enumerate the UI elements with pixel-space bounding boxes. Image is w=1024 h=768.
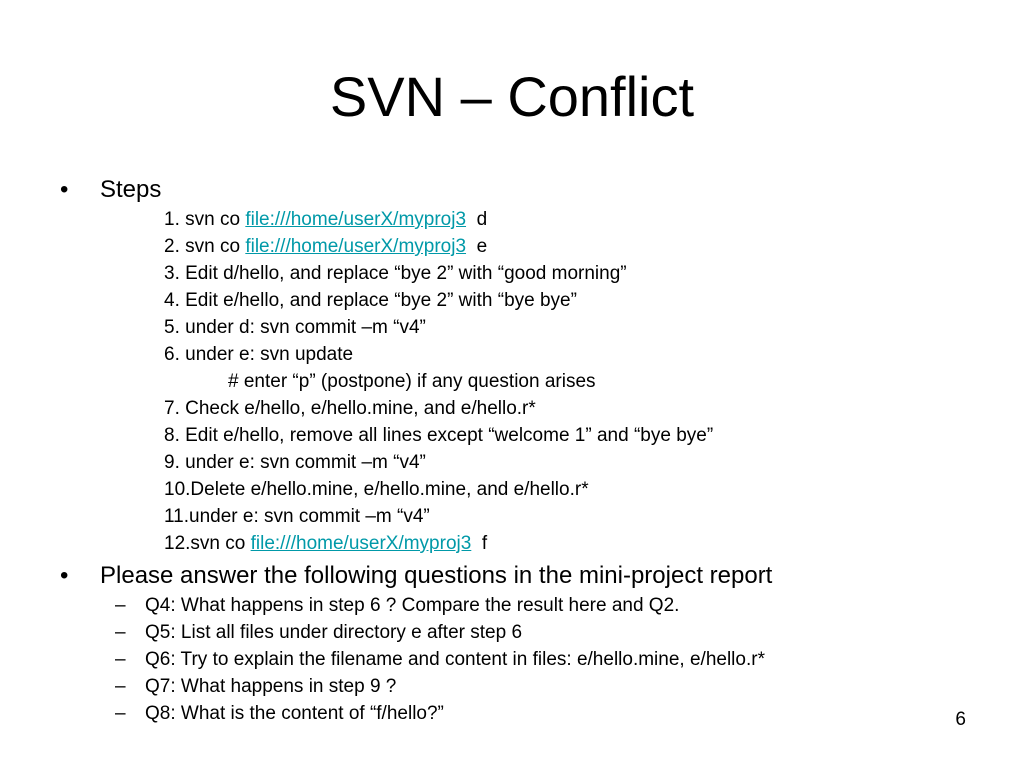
dash-marker: – xyxy=(115,676,126,697)
bullet-text: Steps xyxy=(100,176,162,203)
dash-marker: – xyxy=(115,649,126,670)
step-1 xyxy=(164,208,487,232)
step-12 xyxy=(164,532,487,556)
step-6: 6. under e: svn update xyxy=(164,344,354,365)
bullet-text: Please answer the following questions in the mini-project report xyxy=(100,562,773,589)
step-8: 8. Edit e/hello, remove all lines except “welcome 1” and “bye bye” xyxy=(164,425,714,446)
step-10: 10.Delete e/hello.mine, e/hello.mine, and e/hello.r* xyxy=(164,479,589,500)
question-text: Q4: What happens in step 6 ? Compare the result here and Q2. xyxy=(145,595,680,616)
question-text: Q5: List all files under directory e after step 6 xyxy=(145,622,523,643)
step-text: 12.svn co xyxy=(164,533,251,554)
step-7: 7. Check e/hello, e/hello.mine, and e/hello.r* xyxy=(164,398,536,419)
step-suffix: d xyxy=(466,209,488,230)
question-text: Q7: What happens in step 9 ? xyxy=(145,676,397,697)
page-number: 6 xyxy=(955,709,966,730)
step-text: 1. svn co xyxy=(164,209,246,230)
bullet-marker: • xyxy=(60,176,69,203)
step-11: 11.under e: svn commit –m “v4” xyxy=(164,506,430,527)
repo-link[interactable]: file:///home/userX/myproj3 xyxy=(245,209,467,230)
question-text: Q8: What is the content of “f/hello?” xyxy=(145,703,444,724)
dash-marker: – xyxy=(115,622,126,643)
step-3: 3. Edit d/hello, and replace “bye 2” with “good morning” xyxy=(164,263,627,284)
step-2 xyxy=(164,235,487,259)
dash-marker: – xyxy=(115,703,126,724)
repo-link[interactable]: file:///home/userX/myproj3 xyxy=(250,533,472,554)
step-suffix: f xyxy=(471,533,488,554)
slide-title: SVN – Conflict xyxy=(329,65,695,128)
question-text: Q6: Try to explain the filename and content in files: e/hello.mine, e/hello.r* xyxy=(145,649,765,670)
step-9: 9. under e: svn commit –m “v4” xyxy=(164,452,426,473)
step-5: 5. under d: svn commit –m “v4” xyxy=(164,317,426,338)
step-4: 4. Edit e/hello, and replace “bye 2” with “bye bye” xyxy=(164,290,577,311)
repo-link[interactable]: file:///home/userX/myproj3 xyxy=(245,236,467,257)
bullet-marker: • xyxy=(60,562,69,589)
step-suffix: e xyxy=(466,236,488,257)
step-text: 2. svn co xyxy=(164,236,246,257)
step-6-note: # enter “p” (postpone) if any question arises xyxy=(228,371,596,392)
dash-marker: – xyxy=(115,595,126,616)
